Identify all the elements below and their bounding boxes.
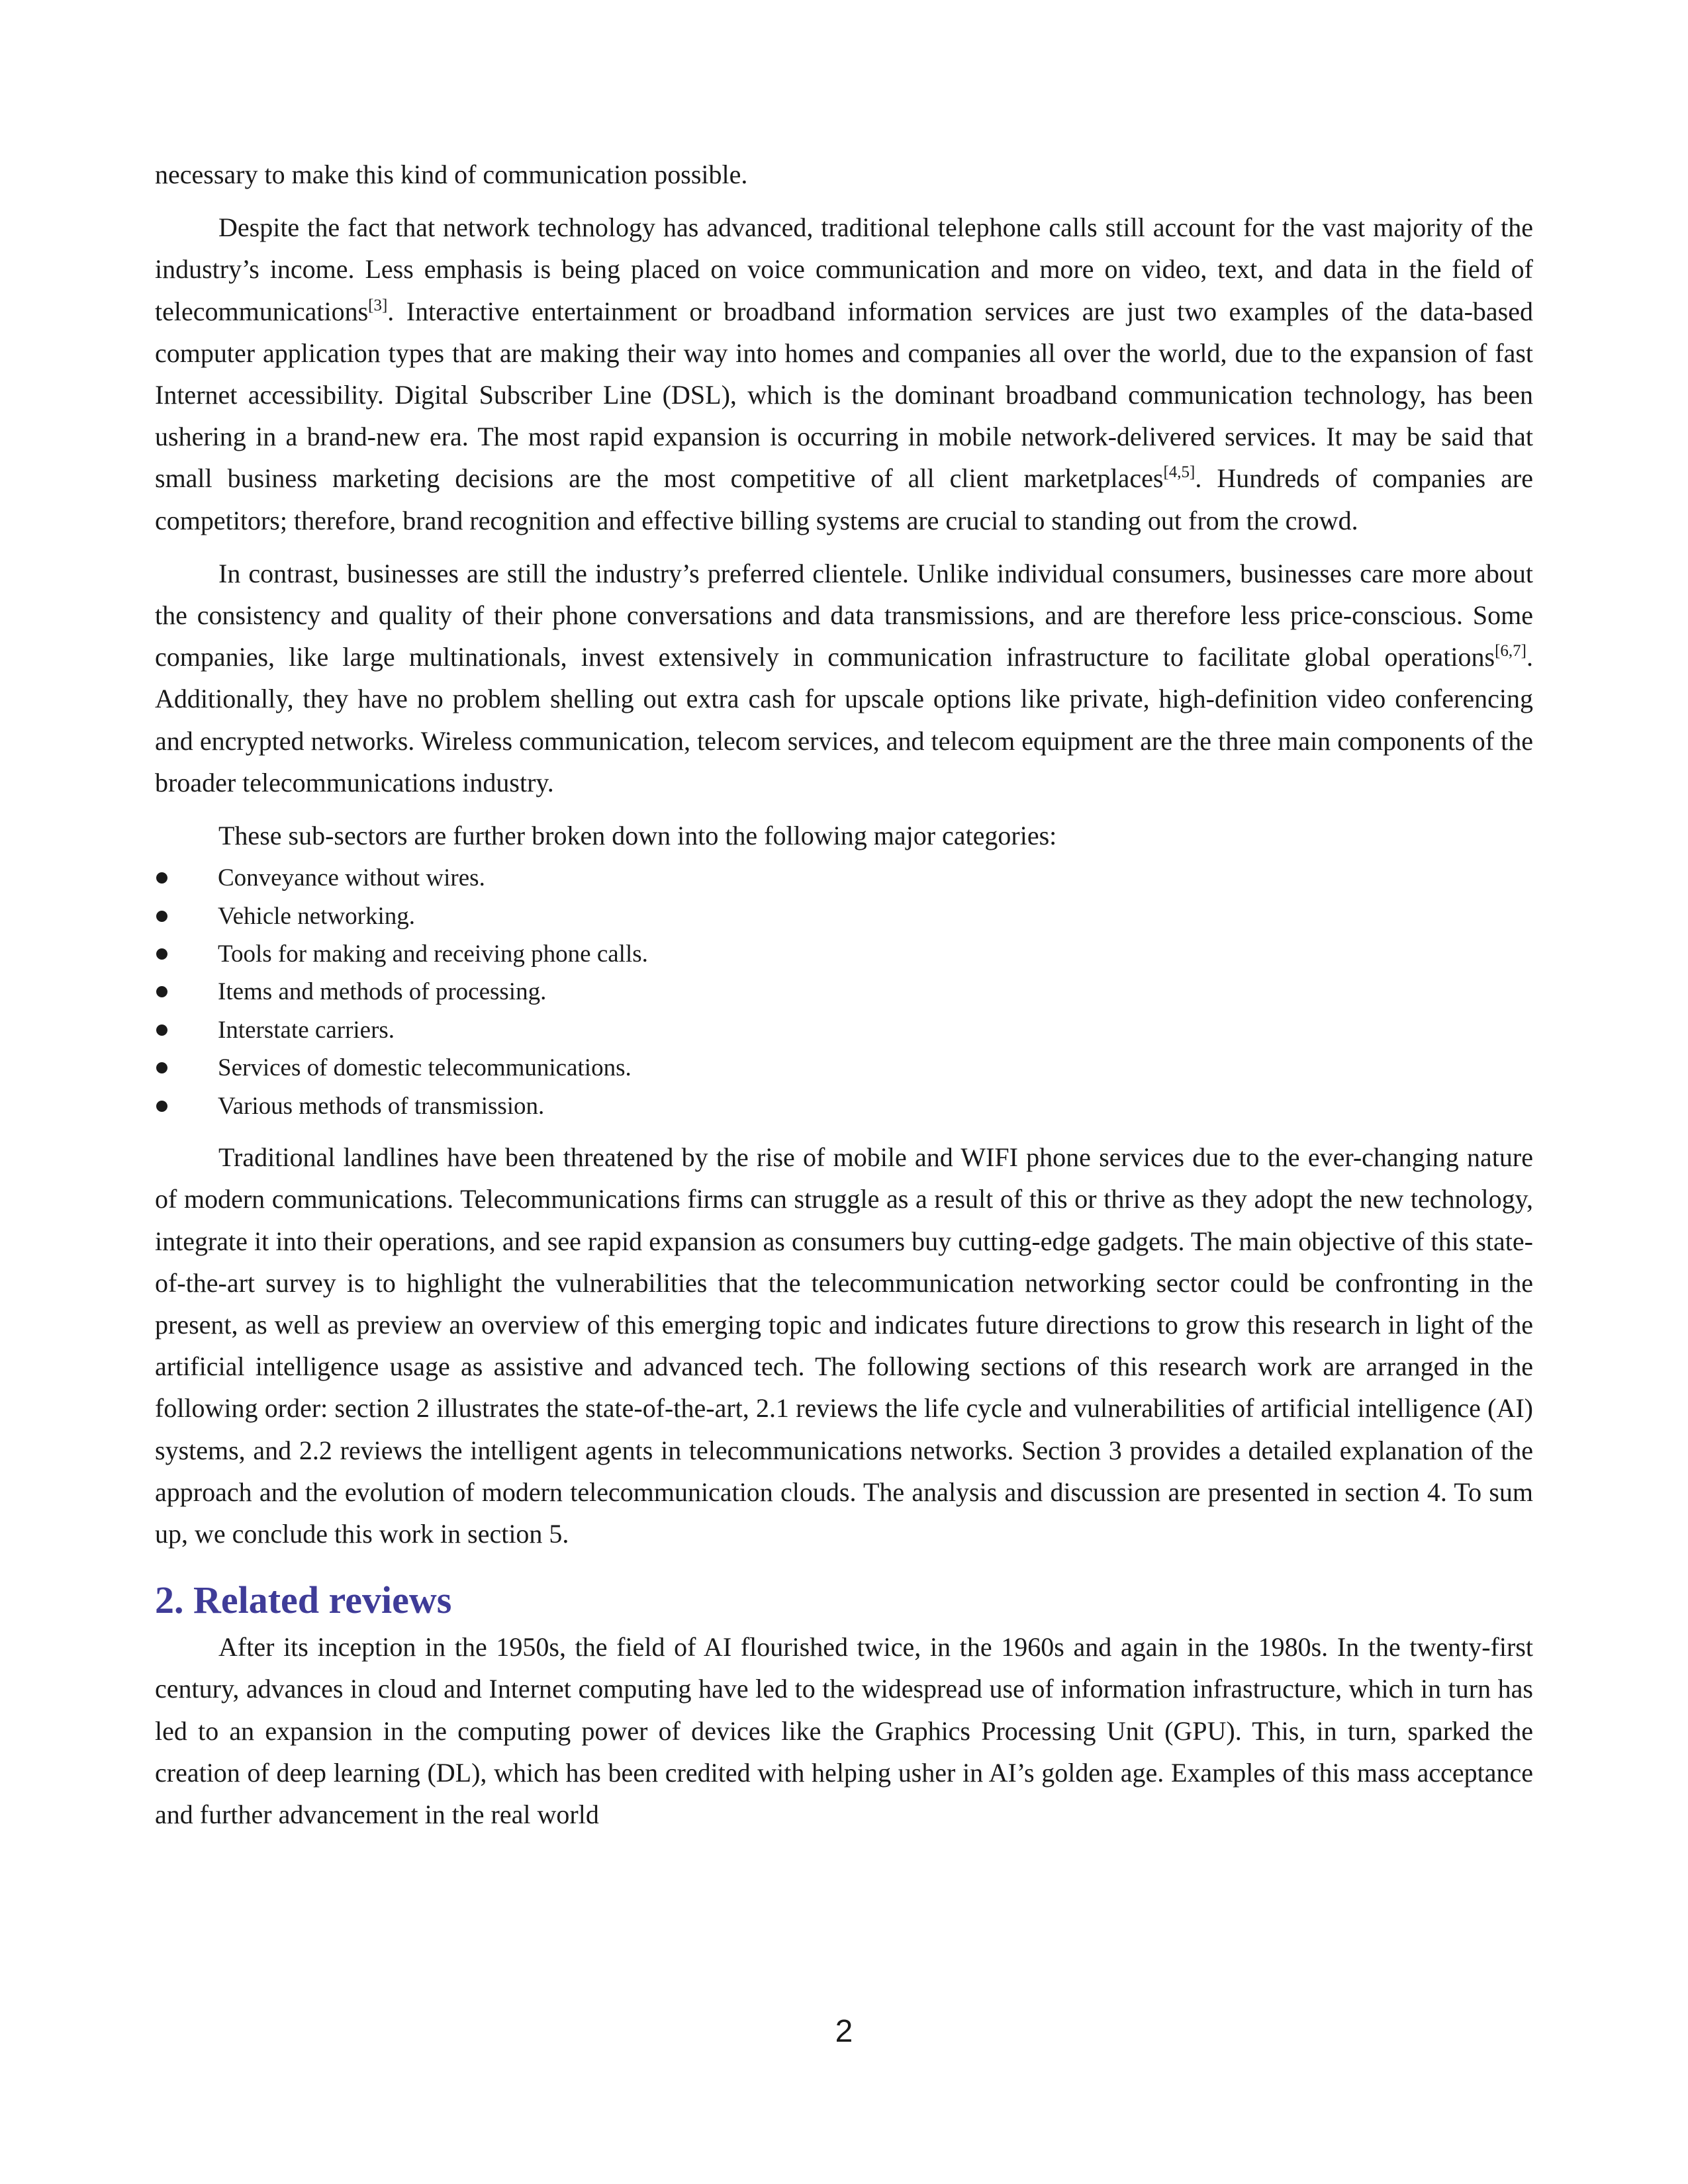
paragraph-landlines: Traditional landlines have been threatened by the rise of mobile and WIFI phone services due to the ever-changing nature of modern communications. Telecommunications firms can struggle as a result of this or thrive as they adopt the new technology, integrate it into their operations, and see rapid expansion as consumers buy cutting-edge gadgets. The main objective of this state-of-the-art survey is to highlight the vulnerabilities that the telecommunication networking sector could be confronting in the present, as well as preview an overview of this emerging topic and indicates future directions to grow this research in light of the artificial intelligence usage as assistive and advanced tech. The following sections of this research work are arranged in the following order: section 2 illustrates the state-of-the-art, 2.1 reviews the life cycle and vulnerabilities of artificial intelligence (AI) systems, and 2.2 reviews the intelligent agents in telecommunications networks. Section 3 provides a detailed explanation of the approach and the evolution of modern telecommunication clouds. The analysis and discussion are presented in section 4. To sum up, we conclude this work in section 5. <box>155 1142 1533 1549</box>
list-item <box>155 935 1533 973</box>
bullet-icon <box>156 1024 167 1036</box>
list-item-text: Vehicle networking. <box>218 902 415 930</box>
citation-ref: [6,7] <box>1495 642 1526 660</box>
citation-ref: [3] <box>368 296 388 314</box>
bullet-icon <box>156 948 167 960</box>
paragraph-related-reviews: After its inception in the 1950s, the field of AI flourished twice, in the 1960s and again in the 1980s. In the twenty-first century, advances in cloud and Internet computing have led to the widespread use of information infrastructure, which in turn has led to an expansion in the computing power of devices like the Graphics Processing Unit (GPU). This, in turn, sparked the creation of deep learning (DL), which has been credited with helping usher in AI’s golden age. Examples of this mass acceptance and further advancement in the real world <box>155 1632 1533 1829</box>
list-item <box>155 973 1533 1011</box>
bullet-icon <box>156 1101 167 1112</box>
bullet-icon <box>156 1062 167 1073</box>
citation-ref: [4,5] <box>1163 463 1196 482</box>
list-item <box>155 1087 1533 1125</box>
paragraph-text: In contrast, businesses are still the industry’s preferred clientele. Unlike individual consumers, businesses care more about the consistency and quality of their phone conversations and data transmissions, and are therefore less price-conscious. Some companies, like large multinationals, invest extensively in communication infrastructure to facilitate global operations <box>155 558 1533 672</box>
paragraph-text: Despite the fact that network technology has advanced, traditional telephone calls still account for the vast majority of the industry’s income. Less emphasis is being placed on voice communication and more on video, text, and data in the field of telecommunications <box>155 212 1533 326</box>
list-item <box>155 859 1533 897</box>
paragraph-text: . Hundreds of companies are competitors; therefore, brand recognition and effective billing systems are crucial to standing out from the crowd. <box>155 463 1533 535</box>
list-item-text: Services of domestic telecommunications. <box>218 1054 632 1082</box>
paragraph-text: . Additionally, they have no problem shelling out extra cash for upscale options like private, high-definition video conferencing and encrypted networks. Wireless communication, telecom services, and telecom equipment are the three main components of the broader telecommunications industry. <box>155 642 1533 797</box>
list-item-text: Interstate carriers. <box>218 1016 395 1044</box>
bullet-icon <box>156 986 167 997</box>
paragraph-businesses <box>155 553 1533 803</box>
page-number: 2 <box>835 2014 853 2049</box>
list-item-text: Items and methods of processing. <box>218 978 547 1006</box>
list-item <box>155 1049 1533 1087</box>
bullet-icon <box>156 911 167 922</box>
list-item-text: Various methods of transmission. <box>218 1092 545 1120</box>
list-item-text: Conveyance without wires. <box>218 864 485 892</box>
list-item <box>155 897 1533 935</box>
paragraph-network-technology <box>155 206 1533 541</box>
bullet-icon <box>156 872 167 884</box>
list-item <box>155 1011 1533 1049</box>
paragraph-text: . Interactive entertainment or broadband information services are just two examples of the data-based computer application types that are making their way into homes and companies all over the world, due to the expansion of fast Internet accessibility. Digital Subscriber Line (DSL), which is the dominant broadband communication technology, has been ushering in a brand-new era. The most rapid expansion is occurring in mobile network-delivered services. It may be said that small business marketing decisions are the most competitive of all client marketplaces <box>155 296 1533 494</box>
list-item-text: Tools for making and receiving phone calls. <box>218 940 648 968</box>
paragraph-continuation: necessary to make this kind of communication possible. <box>155 159 748 189</box>
document-page <box>155 154 1533 1835</box>
paragraph-subsectors-intro: These sub-sectors are further broken down into the following major categories: <box>218 821 1057 851</box>
category-list <box>155 859 1533 1125</box>
section-heading: 2. Related reviews <box>155 1578 452 1622</box>
